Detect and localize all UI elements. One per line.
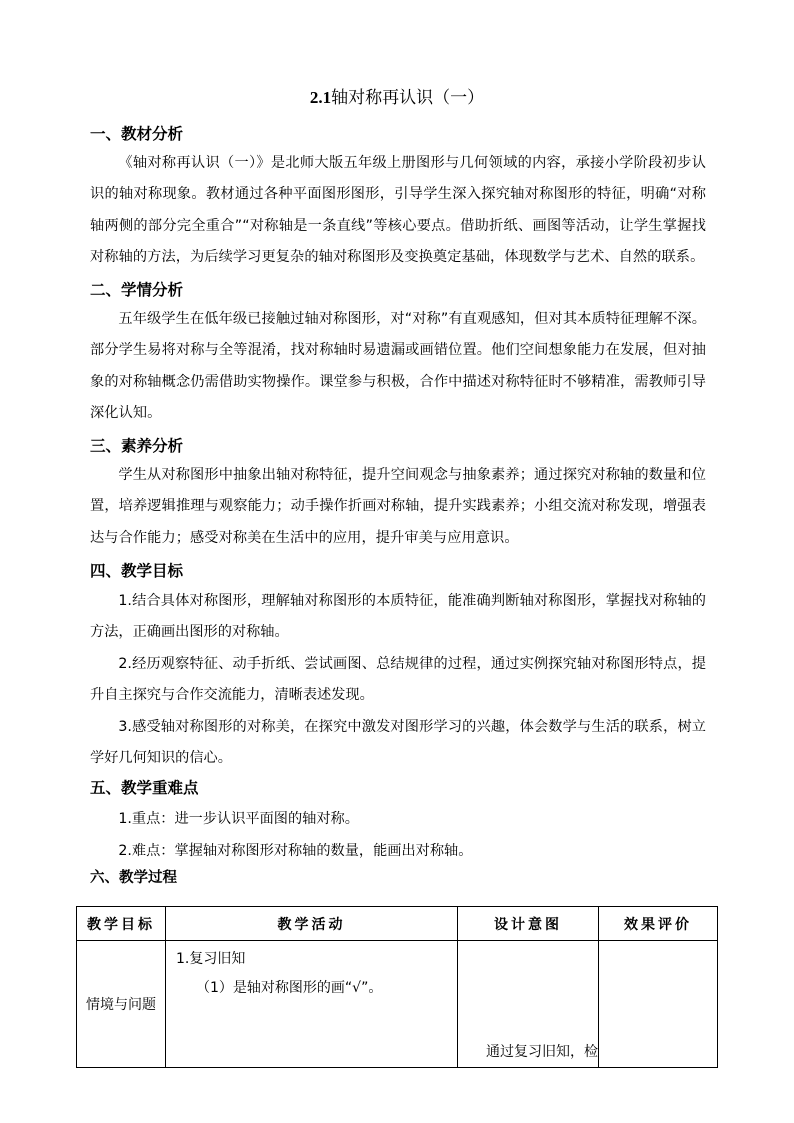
section-heading-materials: 一、教材分析	[90, 125, 184, 143]
title-number: 2.1	[309, 88, 332, 107]
section-heading-students: 二、学情分析	[90, 281, 184, 299]
section-heading-process: 六、教学过程	[90, 870, 177, 886]
section-heading-goals: 四、教学目标	[90, 562, 184, 580]
goal-item-1: 1.结合具体对称图形，理解轴对称图形的本质特征，能准确判断轴对称图形，掌握找对称轴的方法，正确画出图形的对称轴。	[90, 593, 706, 641]
goal-item-3: 3.感受轴对称图形的对称美，在探究中激发对图形学习的兴趣，体会数学与生活的联系，树立学好几何知识的信心。	[90, 719, 706, 767]
table-header-row	[77, 907, 718, 941]
cell-goal: 情境与问题	[77, 941, 166, 1068]
header-evaluation: 效果评价	[599, 907, 718, 941]
title-text: 轴对称再认识（一）	[331, 88, 485, 108]
intent-text: 通过复习旧知，检	[486, 1044, 598, 1060]
keypoint-item-1: 1.重点：进一步认识平面图的轴对称。	[118, 811, 359, 827]
cell-evaluation	[599, 941, 718, 1068]
section-paragraph-students: 五年级学生在低年级已接触过轴对称图形，对“对称”有直观感知，但对其本质特征理解不深。部分学生易将对称与全等混淆，找对称轴时易遗漏或画错位置。他们空间想象能力在发展，但对抽象的对称轴概念仍需借助实物操作。课堂参与积极，合作中描述对称特征时不够精准，需教师引导深化认知。	[90, 311, 706, 421]
activity-line-1: 1.复习旧知	[176, 951, 246, 967]
header-intent: 设计意图	[458, 907, 599, 941]
cell-activity	[166, 941, 458, 1068]
section-paragraph-materials: 《轴对称再认识（一）》是北师大版五年级上册图形与几何领域的内容，承接小学阶段初步认识的轴对称现象。教材通过各种平面图形图形，引导学生深入探究轴对称图形的特征，明确“对称轴两侧的部分完全重合”“对称轴是一条直线”等核心要点。借助折纸、画图等活动，让学生掌握找对称轴的方法，为后续学习更复杂的轴对称图形及变换奠定基础，体现数学与艺术、自然的联系。	[90, 155, 706, 265]
keypoint-item-2: 2.难点：掌握轴对称图形对称轴的数量，能画出对称轴。	[118, 843, 473, 859]
cell-intent	[458, 941, 599, 1068]
section-paragraph-literacy: 学生从对称图形中抽象出轴对称特征，提升空间观念与抽象素养；通过探究对称轴的数量和位置，培养逻辑推理与观察能力；动手操作折画对称轴，提升实践素养；小组交流对称发现，增强表达与合作能力；感受对称美在生活中的应用，提升审美与应用意识。	[90, 467, 706, 546]
section-heading-literacy: 三、素养分析	[90, 437, 184, 455]
document-title	[0, 86, 794, 110]
teaching-process-table	[76, 906, 718, 1068]
goal-item-2: 2.经历观察特征、动手折纸、尝试画图、总结规律的过程，通过实例探究轴对称图形特点，提升自主探究与合作交流能力，清晰表述发现。	[90, 656, 706, 704]
section-heading-keypoints: 五、教学重难点	[90, 779, 199, 797]
header-activity: 教学活动	[166, 907, 458, 941]
table-row	[77, 941, 718, 1068]
header-goal: 教学目标	[77, 907, 166, 941]
activity-line-2: （1）是轴对称图形的画“√”。	[196, 980, 383, 996]
